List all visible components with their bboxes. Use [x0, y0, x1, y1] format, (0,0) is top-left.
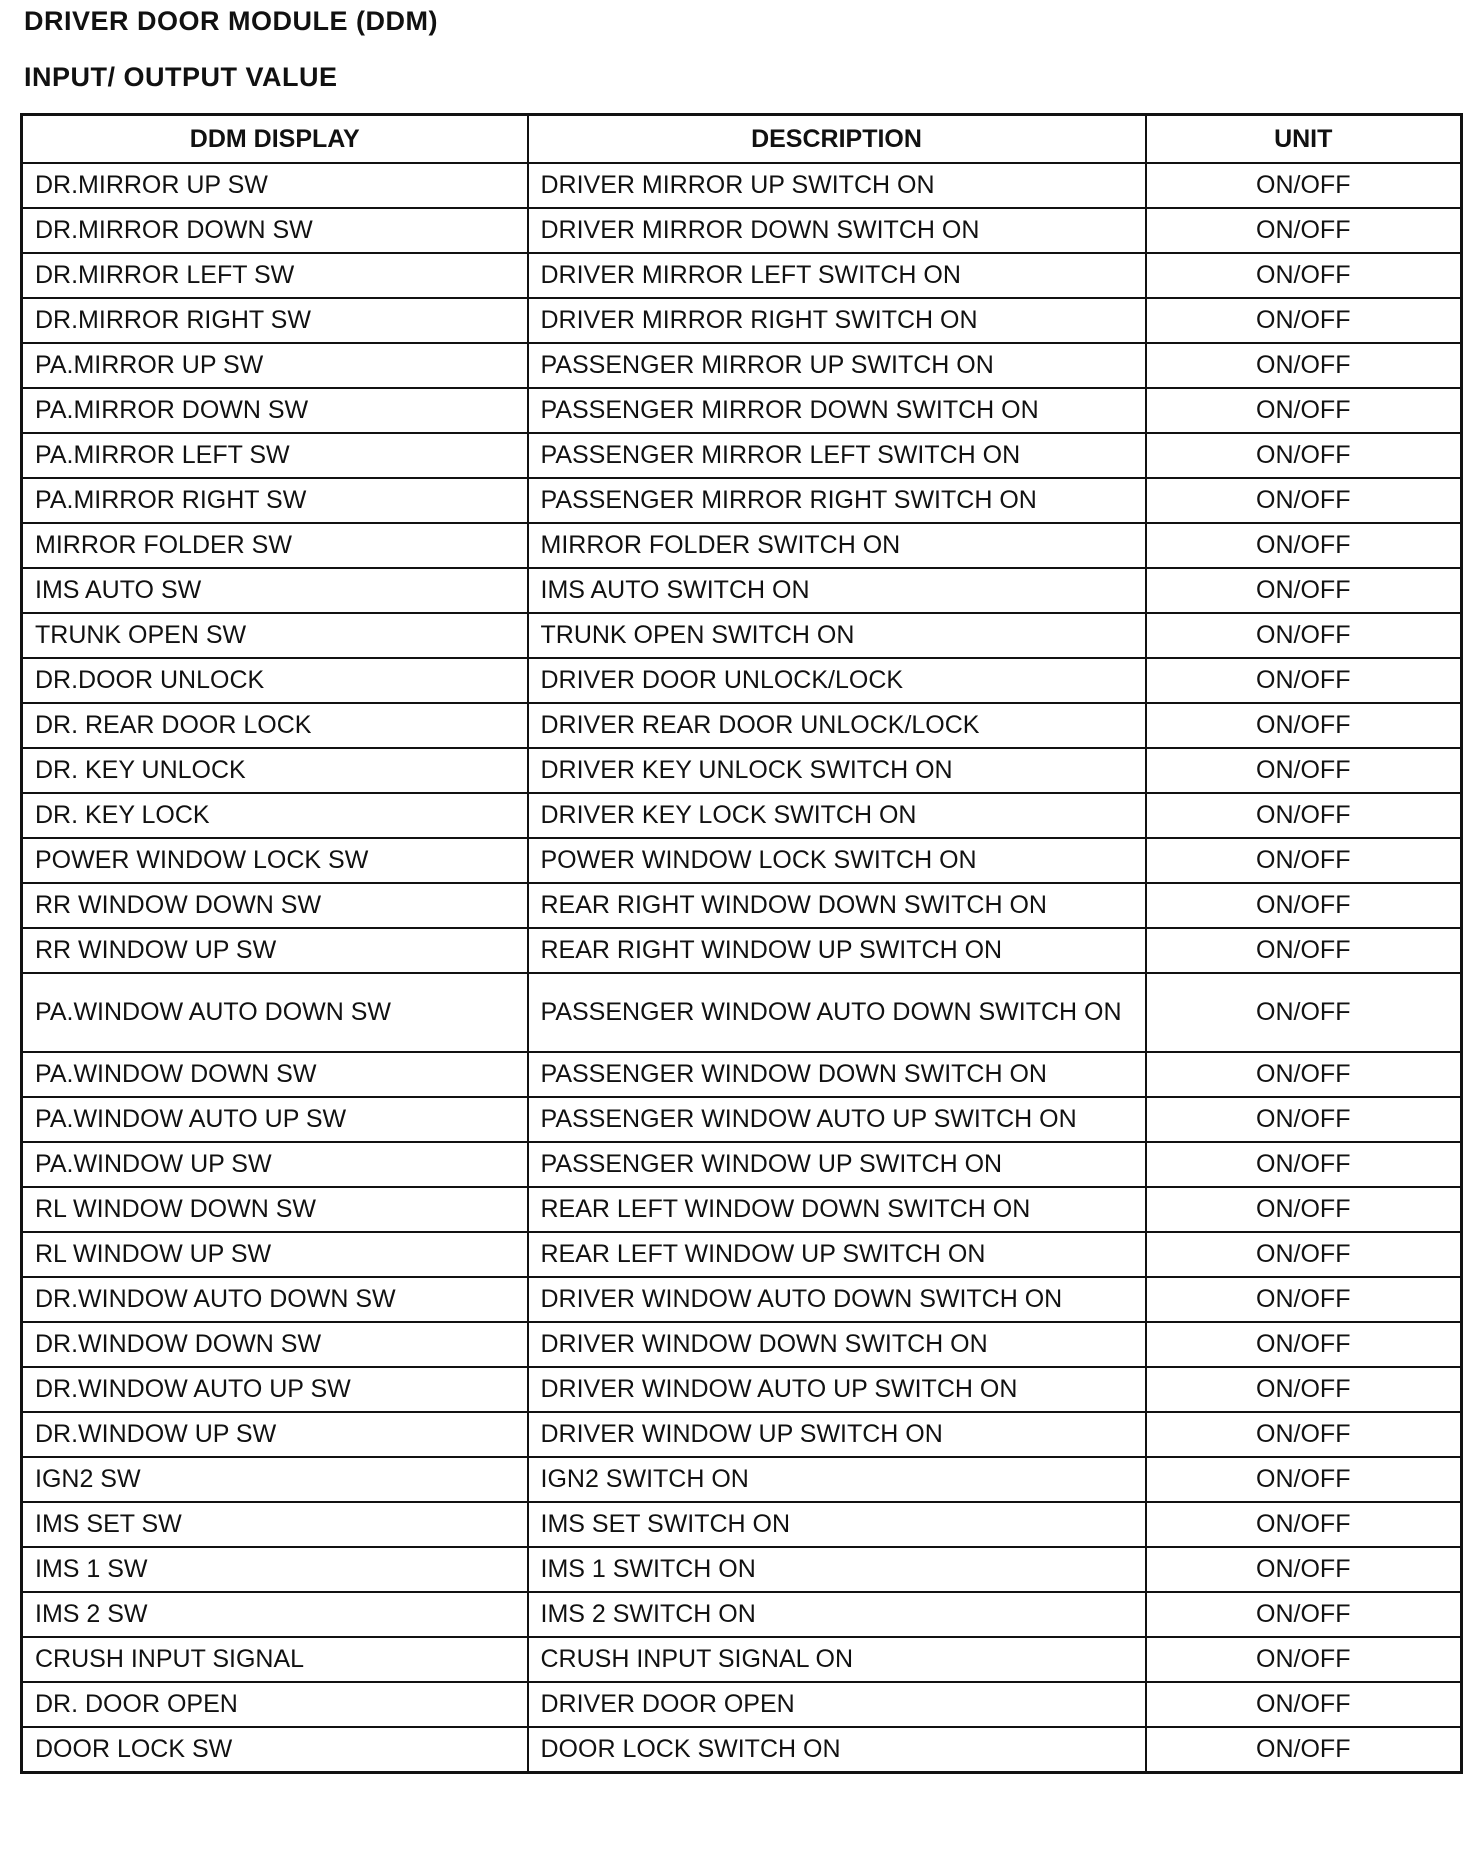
cell-ddm-display: DR. KEY UNLOCK	[22, 748, 528, 793]
cell-ddm-display: DR. KEY LOCK	[22, 793, 528, 838]
cell-description: DRIVER DOOR UNLOCK/LOCK	[528, 658, 1146, 703]
cell-ddm-display: PA.WINDOW UP SW	[22, 1142, 528, 1187]
cell-ddm-display: DR.DOOR UNLOCK	[22, 658, 528, 703]
cell-ddm-display: DR.WINDOW UP SW	[22, 1412, 528, 1457]
cell-ddm-display: DR. DOOR OPEN	[22, 1682, 528, 1727]
cell-unit: ON/OFF	[1146, 793, 1462, 838]
table-row	[22, 1637, 1462, 1682]
cell-unit: ON/OFF	[1146, 1322, 1462, 1367]
cell-description: DRIVER MIRROR RIGHT SWITCH ON	[528, 298, 1146, 343]
table-row	[22, 883, 1462, 928]
cell-description: PASSENGER MIRROR DOWN SWITCH ON	[528, 388, 1146, 433]
table-row	[22, 928, 1462, 973]
table-row	[22, 613, 1462, 658]
cell-unit: ON/OFF	[1146, 208, 1462, 253]
table-row	[22, 1412, 1462, 1457]
cell-unit: ON/OFF	[1146, 1232, 1462, 1277]
cell-unit: ON/OFF	[1146, 1727, 1462, 1773]
table-row	[22, 748, 1462, 793]
cell-unit: ON/OFF	[1146, 973, 1462, 1052]
cell-unit: ON/OFF	[1146, 523, 1462, 568]
cell-description: IMS SET SWITCH ON	[528, 1502, 1146, 1547]
cell-description: DRIVER MIRROR LEFT SWITCH ON	[528, 253, 1146, 298]
cell-description: PASSENGER WINDOW AUTO DOWN SWITCH ON	[528, 973, 1146, 1052]
cell-ddm-display: DR. REAR DOOR LOCK	[22, 703, 528, 748]
cell-description: REAR RIGHT WINDOW UP SWITCH ON	[528, 928, 1146, 973]
page-subtitle: INPUT/ OUTPUT VALUE	[24, 62, 338, 92]
table-row	[22, 433, 1462, 478]
cell-unit: ON/OFF	[1146, 748, 1462, 793]
cell-unit: ON/OFF	[1146, 883, 1462, 928]
cell-description: IGN2 SWITCH ON	[528, 1457, 1146, 1502]
cell-unit: ON/OFF	[1146, 388, 1462, 433]
cell-ddm-display: DR.WINDOW AUTO DOWN SW	[22, 1277, 528, 1322]
table-row	[22, 1277, 1462, 1322]
cell-unit: ON/OFF	[1146, 1097, 1462, 1142]
cell-ddm-display: RR WINDOW DOWN SW	[22, 883, 528, 928]
cell-ddm-display: DR.MIRROR LEFT SW	[22, 253, 528, 298]
cell-description: DRIVER REAR DOOR UNLOCK/LOCK	[528, 703, 1146, 748]
cell-ddm-display: PA.WINDOW AUTO UP SW	[22, 1097, 528, 1142]
table-row	[22, 838, 1462, 883]
cell-ddm-display: CRUSH INPUT SIGNAL	[22, 1637, 528, 1682]
cell-unit: ON/OFF	[1146, 1592, 1462, 1637]
cell-unit: ON/OFF	[1146, 928, 1462, 973]
cell-ddm-display: IMS 1 SW	[22, 1547, 528, 1592]
cell-unit: ON/OFF	[1146, 613, 1462, 658]
cell-unit: ON/OFF	[1146, 1367, 1462, 1412]
page-title: DRIVER DOOR MODULE (DDM)	[24, 6, 438, 36]
table-header-row	[22, 115, 1462, 164]
table-row	[22, 523, 1462, 568]
table-row	[22, 973, 1462, 1052]
table-row	[22, 388, 1462, 433]
cell-ddm-display: PA.WINDOW AUTO DOWN SW	[22, 973, 528, 1052]
table-row	[22, 1052, 1462, 1097]
cell-ddm-display: DR.WINDOW AUTO UP SW	[22, 1367, 528, 1412]
cell-description: PASSENGER MIRROR UP SWITCH ON	[528, 343, 1146, 388]
cell-ddm-display: DR.WINDOW DOWN SW	[22, 1322, 528, 1367]
cell-description: IMS 1 SWITCH ON	[528, 1547, 1146, 1592]
cell-description: PASSENGER WINDOW AUTO UP SWITCH ON	[528, 1097, 1146, 1142]
table-row	[22, 568, 1462, 613]
header-ddm-display: DDM DISPLAY	[22, 115, 528, 164]
cell-description: MIRROR FOLDER SWITCH ON	[528, 523, 1146, 568]
table-row	[22, 1322, 1462, 1367]
cell-description: DRIVER KEY UNLOCK SWITCH ON	[528, 748, 1146, 793]
cell-ddm-display: RR WINDOW UP SW	[22, 928, 528, 973]
table-row	[22, 793, 1462, 838]
cell-description: PASSENGER MIRROR RIGHT SWITCH ON	[528, 478, 1146, 523]
table-row	[22, 1547, 1462, 1592]
cell-unit: ON/OFF	[1146, 343, 1462, 388]
cell-ddm-display: MIRROR FOLDER SW	[22, 523, 528, 568]
cell-unit: ON/OFF	[1146, 658, 1462, 703]
cell-description: TRUNK OPEN SWITCH ON	[528, 613, 1146, 658]
cell-ddm-display: TRUNK OPEN SW	[22, 613, 528, 658]
cell-unit: ON/OFF	[1146, 703, 1462, 748]
cell-description: REAR LEFT WINDOW DOWN SWITCH ON	[528, 1187, 1146, 1232]
cell-unit: ON/OFF	[1146, 1457, 1462, 1502]
table-row	[22, 1232, 1462, 1277]
cell-ddm-display: PA.MIRROR DOWN SW	[22, 388, 528, 433]
table-row	[22, 343, 1462, 388]
cell-unit: ON/OFF	[1146, 478, 1462, 523]
cell-unit: ON/OFF	[1146, 1502, 1462, 1547]
cell-description: DRIVER KEY LOCK SWITCH ON	[528, 793, 1146, 838]
cell-ddm-display: IMS AUTO SW	[22, 568, 528, 613]
table-row	[22, 1367, 1462, 1412]
cell-ddm-display: RL WINDOW UP SW	[22, 1232, 528, 1277]
cell-unit: ON/OFF	[1146, 1682, 1462, 1727]
cell-unit: ON/OFF	[1146, 1637, 1462, 1682]
table-row	[22, 298, 1462, 343]
cell-ddm-display: IGN2 SW	[22, 1457, 528, 1502]
cell-unit: ON/OFF	[1146, 1187, 1462, 1232]
cell-description: CRUSH INPUT SIGNAL ON	[528, 1637, 1146, 1682]
cell-ddm-display: PA.MIRROR RIGHT SW	[22, 478, 528, 523]
table-row	[22, 1187, 1462, 1232]
cell-description: REAR LEFT WINDOW UP SWITCH ON	[528, 1232, 1146, 1277]
table-row	[22, 163, 1462, 208]
cell-description: PASSENGER WINDOW UP SWITCH ON	[528, 1142, 1146, 1187]
cell-unit: ON/OFF	[1146, 1142, 1462, 1187]
cell-unit: ON/OFF	[1146, 1412, 1462, 1457]
cell-ddm-display: DR.MIRROR UP SW	[22, 163, 528, 208]
cell-unit: ON/OFF	[1146, 253, 1462, 298]
table-row	[22, 208, 1462, 253]
table-body	[22, 163, 1462, 1773]
cell-unit: ON/OFF	[1146, 433, 1462, 478]
cell-ddm-display: PA.MIRROR UP SW	[22, 343, 528, 388]
table-row	[22, 1097, 1462, 1142]
cell-description: IMS AUTO SWITCH ON	[528, 568, 1146, 613]
cell-unit: ON/OFF	[1146, 1547, 1462, 1592]
cell-unit: ON/OFF	[1146, 163, 1462, 208]
table-row	[22, 703, 1462, 748]
header-description: DESCRIPTION	[528, 115, 1146, 164]
cell-description: REAR RIGHT WINDOW DOWN SWITCH ON	[528, 883, 1146, 928]
table-row	[22, 1682, 1462, 1727]
table-row	[22, 253, 1462, 298]
io-value-table	[20, 113, 1463, 1774]
cell-unit: ON/OFF	[1146, 838, 1462, 883]
cell-description: IMS 2 SWITCH ON	[528, 1592, 1146, 1637]
cell-unit: ON/OFF	[1146, 568, 1462, 613]
cell-description: DRIVER WINDOW AUTO DOWN SWITCH ON	[528, 1277, 1146, 1322]
cell-description: DRIVER MIRROR UP SWITCH ON	[528, 163, 1146, 208]
table-row	[22, 1457, 1462, 1502]
cell-description: DRIVER WINDOW AUTO UP SWITCH ON	[528, 1367, 1146, 1412]
cell-description: DRIVER WINDOW UP SWITCH ON	[528, 1412, 1146, 1457]
cell-unit: ON/OFF	[1146, 1052, 1462, 1097]
cell-unit: ON/OFF	[1146, 1277, 1462, 1322]
cell-description: DRIVER WINDOW DOWN SWITCH ON	[528, 1322, 1146, 1367]
table-row	[22, 1727, 1462, 1773]
cell-ddm-display: IMS SET SW	[22, 1502, 528, 1547]
cell-ddm-display: RL WINDOW DOWN SW	[22, 1187, 528, 1232]
cell-description: PASSENGER MIRROR LEFT SWITCH ON	[528, 433, 1146, 478]
table-row	[22, 478, 1462, 523]
cell-description: PASSENGER WINDOW DOWN SWITCH ON	[528, 1052, 1146, 1097]
cell-ddm-display: POWER WINDOW LOCK SW	[22, 838, 528, 883]
cell-description: DRIVER MIRROR DOWN SWITCH ON	[528, 208, 1146, 253]
table-row	[22, 1592, 1462, 1637]
cell-description: DOOR LOCK SWITCH ON	[528, 1727, 1146, 1773]
table-row	[22, 1502, 1462, 1547]
cell-ddm-display: PA.MIRROR LEFT SW	[22, 433, 528, 478]
cell-ddm-display: DOOR LOCK SW	[22, 1727, 528, 1773]
cell-ddm-display: DR.MIRROR DOWN SW	[22, 208, 528, 253]
cell-unit: ON/OFF	[1146, 298, 1462, 343]
cell-ddm-display: IMS 2 SW	[22, 1592, 528, 1637]
table-row	[22, 658, 1462, 703]
cell-description: POWER WINDOW LOCK SWITCH ON	[528, 838, 1146, 883]
cell-ddm-display: PA.WINDOW DOWN SW	[22, 1052, 528, 1097]
header-unit: UNIT	[1146, 115, 1462, 164]
table-row	[22, 1142, 1462, 1187]
cell-description: DRIVER DOOR OPEN	[528, 1682, 1146, 1727]
cell-ddm-display: DR.MIRROR RIGHT SW	[22, 298, 528, 343]
